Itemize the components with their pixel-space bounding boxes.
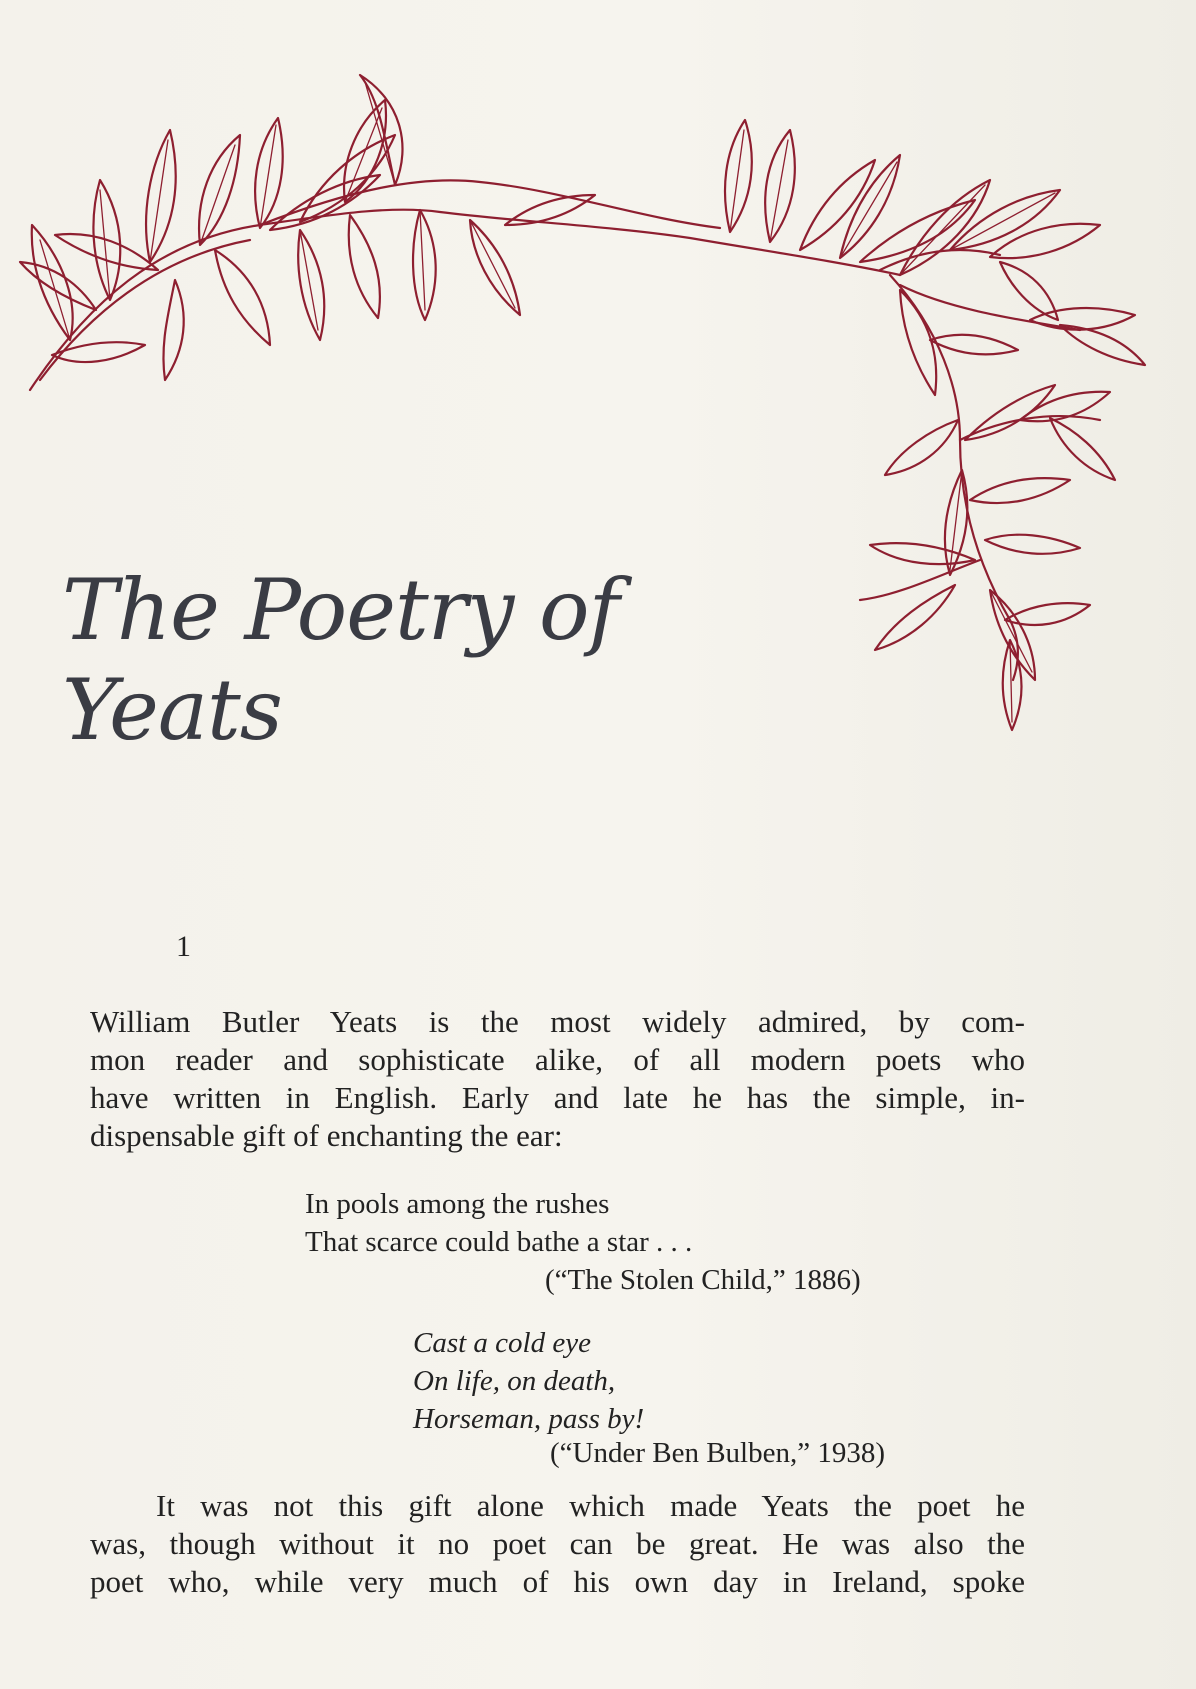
verse-citation-2: (“Under Ben Bulben,” 1938) xyxy=(550,1437,886,1469)
text-line xyxy=(90,1487,1025,1525)
verse-line: That scarce could bathe a star . . . xyxy=(305,1226,693,1258)
text-line: mon reader and sophisticate alike, of all modern poets who xyxy=(90,1042,1025,1077)
verse-citation-1: (“The Stolen Child,” 1886) xyxy=(545,1264,861,1296)
verse-line: Horseman, pass by! xyxy=(413,1403,645,1435)
verse-line: On life, on death, xyxy=(413,1365,616,1397)
text-line: was, though without it no poet can be great. He was also the xyxy=(90,1526,1025,1561)
text-line-content: It was not this gift alone which made Yeats the poet he xyxy=(156,1488,1025,1523)
paragraph-1 xyxy=(90,1003,1025,1155)
verse-line: Cast a cold eye xyxy=(413,1327,591,1359)
text-line: dispensable gift of enchanting the ear: xyxy=(90,1118,563,1153)
text-line: William Butler Yeats is the most widely admired, by com- xyxy=(90,1004,1025,1039)
verse-quote-1 xyxy=(305,1185,692,1261)
title-line-2: Yeats xyxy=(62,661,282,759)
text-line: have written in English. Early and late he has the simple, in- xyxy=(90,1080,1025,1115)
verse-line: In pools among the rushes xyxy=(305,1188,610,1220)
verse-quote-2 xyxy=(413,1324,644,1438)
title-line-1: The Poetry of xyxy=(62,561,619,659)
section-number: 1 xyxy=(176,930,191,963)
page-title xyxy=(62,560,762,760)
paragraph-2 xyxy=(90,1487,1025,1601)
text-line: poet who, while very much of his own day in Ireland, spoke xyxy=(90,1564,1025,1599)
